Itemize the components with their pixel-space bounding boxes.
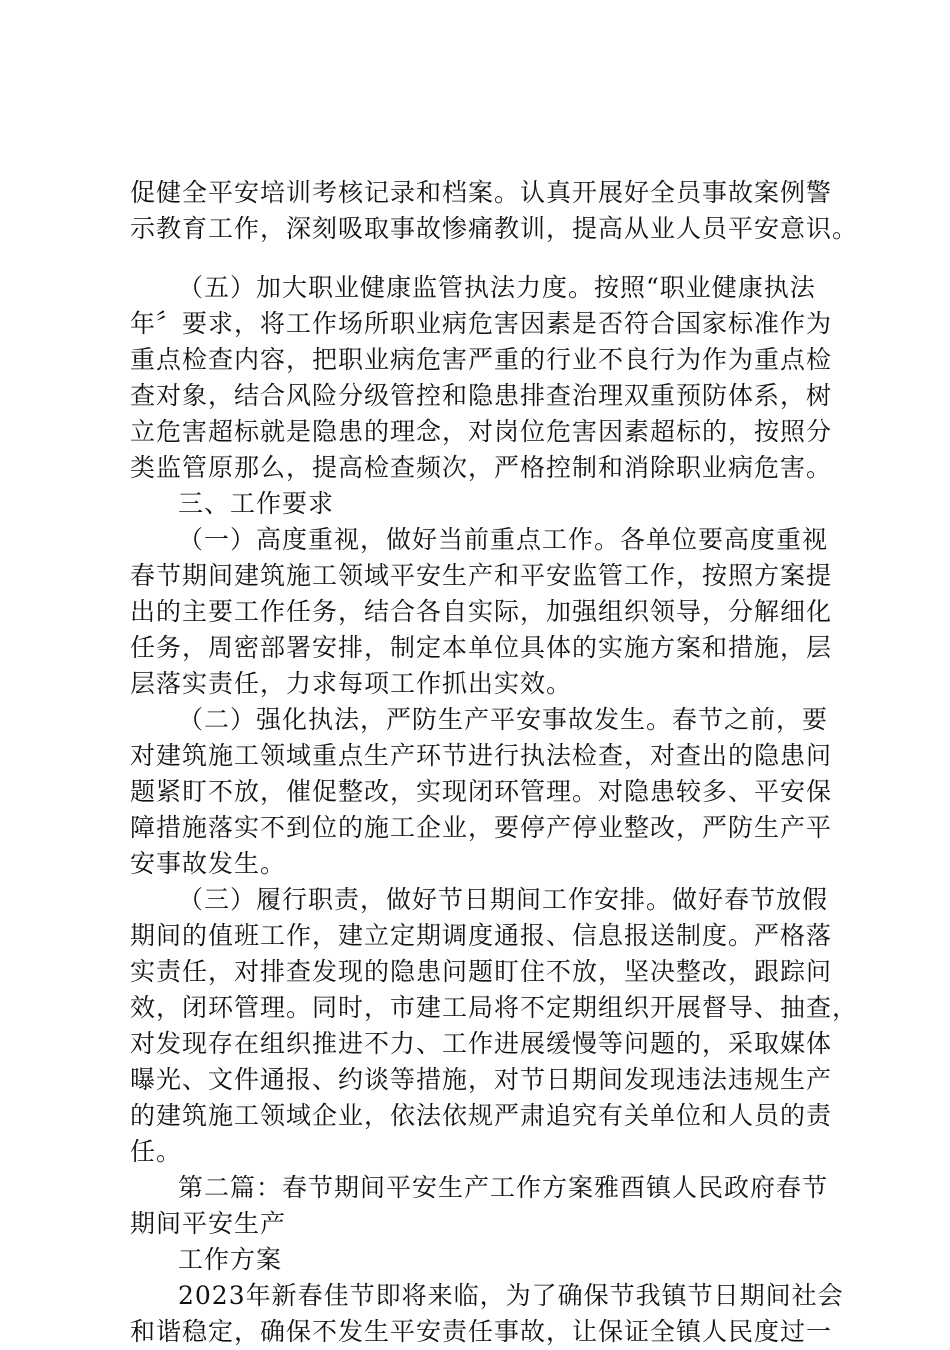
text-line: 促健全平安培训考核记录和档案。认真开展好全员事故案例警 (130, 178, 833, 207)
text-line: 重点检查内容，把职业病危害严重的行业不良行为作为重点检 (130, 345, 833, 374)
text-line: 类监管原那么，提高检查频次，严格控制和消除职业病危害。 (130, 453, 833, 482)
text-line: 题紧盯不放，催促整改，实现闭环管理。对隐患较多、平安保 (130, 777, 833, 806)
paragraph-first-line: （五）加大职业健康监管执法力度。按照“职业健康执法 (178, 273, 816, 302)
text-line: 立危害超标就是隐患的理念，对岗位危害因素超标的，按照分 (130, 417, 833, 446)
text-line: 对建筑施工领域重点生产环节进行执法检查，对查出的隐患问 (130, 741, 833, 770)
text-line: 效，闭环管理。同时，市建工局将不定期组织开展督导、抽查， (130, 993, 859, 1022)
chapter-title: 第二篇：春节期间平安生产工作方案雅酉镇人民政府春节 (178, 1173, 829, 1202)
paragraph-first-line: 2023年新春佳节即将来临，为了确保节我镇节日期间社会 (178, 1281, 844, 1310)
text-line: 对发现存在组织推进不力、工作进展缓慢等问题的，采取媒体 (130, 1029, 833, 1058)
text-line: 示教育工作，深刻吸取事故惨痛教训，提高从业人员平安意识。 (130, 214, 859, 243)
text-line: 和谐稳定，确保不发生平安责任事故，让保证全镇人民度过一 (130, 1317, 833, 1346)
text-line: 任。 (130, 1137, 183, 1166)
text-line: 春节期间建筑施工领域平安生产和平安监管工作，按照方案提 (130, 561, 833, 590)
text-line: 的建筑施工领域企业，依法依规严肃追究有关单位和人员的责 (130, 1101, 833, 1130)
text-line: 期间的值班工作，建立定期调度通报、信息报送制度。严格落 (130, 921, 833, 950)
text-line: 任务，周密部署安排，制定本单位具体的实施方案和措施，层 (130, 633, 833, 662)
text-line: 曝光、文件通报、约谈等措施，对节日期间发现违法违规生产 (130, 1065, 833, 1094)
text-line: 实责任，对排查发现的隐患问题盯住不放，坚决整改，跟踪问 (130, 957, 833, 986)
text-line: 障措施落实不到位的施工企业，要停产停业整改，严防生产平 (130, 813, 833, 842)
paragraph-first-line: （二）强化执法，严防生产平安事故发生。春节之前，要 (178, 705, 829, 734)
text-line: 出的主要工作任务，结合各自实际，加强组织领导，分解细化 (130, 597, 833, 626)
section-heading: 三、工作要求 (178, 489, 335, 518)
text-line: 安事故发生。 (130, 849, 287, 878)
text-line: 年〞要求，将工作场所职业病危害因素是否符合国家标准作为 (130, 309, 833, 338)
paragraph-first-line: （三）履行职责，做好节日期间工作安排。做好春节放假 (178, 885, 829, 914)
text-line: 查对象，结合风险分级管控和隐患排查治理双重预防体系，树 (130, 381, 833, 410)
paragraph-first-line: （一）高度重视，做好当前重点工作。各单位要高度重视 (178, 525, 829, 554)
chapter-subtitle: 工作方案 (178, 1245, 283, 1274)
chapter-title-continued: 期间平安生产 (130, 1209, 287, 1238)
text-line: 层落实责任，力求每项工作抓出实效。 (130, 669, 573, 698)
